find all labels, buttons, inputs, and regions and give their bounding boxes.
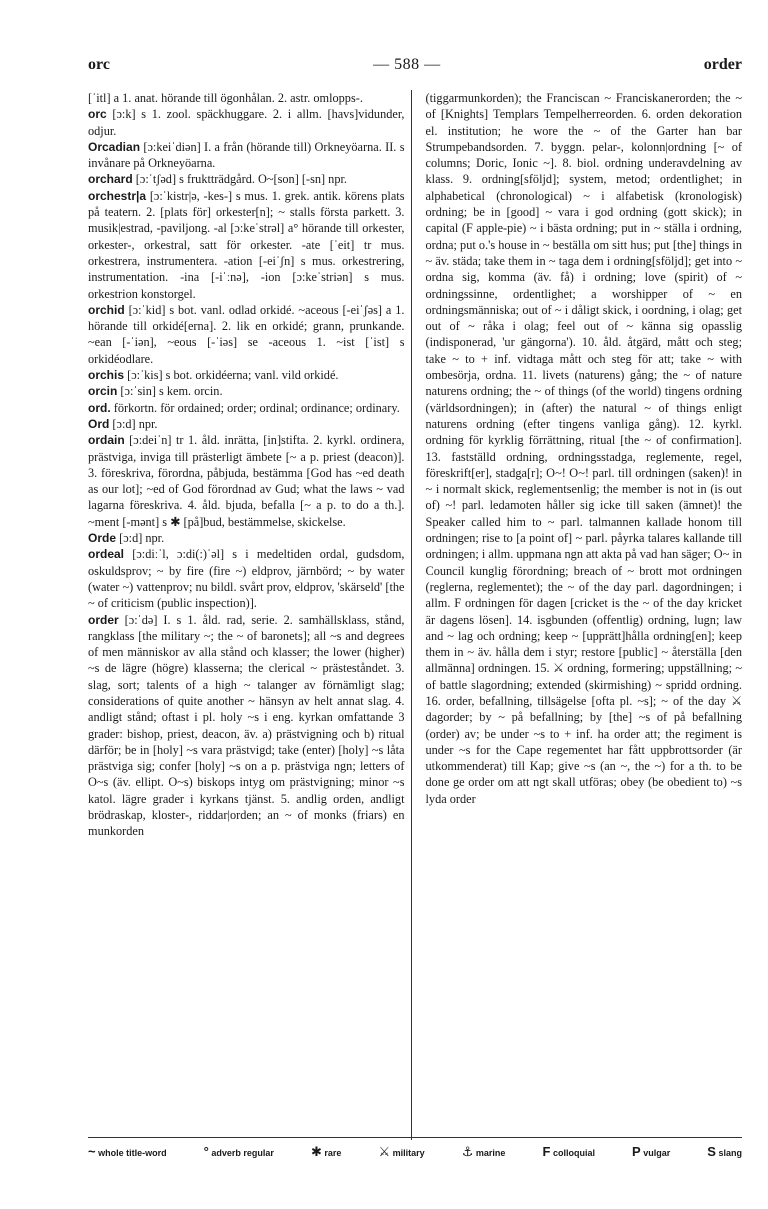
entry-text: [ɔ:diːˈl, ɔ:di(:)ˈəl] s i medeltiden ordal, gudsdom, oskuldsprov; ~ by fire (fire ~) eldprov, järnbörd; ~ by water (water ~) vattenprov; nu bildl. svårt prov, eldprov, 'skärseld' [the ~ of criticism (public inspection)].	[88, 547, 405, 611]
entry-headword: Ord	[88, 416, 110, 431]
legend-label: slang	[718, 1148, 742, 1158]
legend-item	[204, 1144, 274, 1160]
legend-item	[462, 1144, 506, 1160]
entry-headword: ord.	[88, 400, 111, 415]
dictionary-entry	[88, 90, 405, 106]
entry-headword: orc	[88, 107, 107, 122]
dictionary-entry	[88, 139, 405, 172]
entry-headword: orchestr|a	[88, 188, 147, 203]
legend-item	[542, 1144, 594, 1160]
dictionary-entry	[88, 383, 405, 399]
dictionary-entry	[88, 432, 405, 530]
entry-text: [ɔ:d] npr.	[119, 531, 165, 546]
dictionary-entry	[88, 367, 405, 383]
entry-columns	[88, 90, 742, 1140]
legend-label: adverb regular	[211, 1148, 274, 1158]
dictionary-entry	[88, 188, 405, 302]
dictionary-entry	[88, 400, 405, 416]
entry-headword: orchard	[88, 172, 133, 187]
legend-symbol: S	[707, 1144, 716, 1159]
dictionary-entry	[88, 546, 405, 611]
legend-symbol: ✱	[310, 1144, 322, 1159]
entry-text: förkortn. för ordained; order; ordinal; ordinance; ordinary.	[113, 400, 400, 415]
dictionary-entry	[426, 90, 743, 807]
entry-text: [ɔ:ˈsin] s kem. orcin.	[120, 384, 223, 399]
entry-text: [ɔ:ˈtʃəd] s fruktträdgård. O~[son] [-sn] npr.	[135, 172, 347, 187]
page-number: — 588 —	[373, 56, 441, 73]
legend-label: vulgar	[643, 1148, 671, 1158]
legend-symbol: ⚔	[378, 1144, 391, 1159]
dictionary-entry	[88, 612, 405, 840]
entry-text: [ɔ:ˈkistr|ə, -kes-] s mus. 1. grek. antik. körens plats på teatern. 2. [plats för] orkester[n]; ~ stalls första parkett. 3. musik|estrad, -paviljong. -al [ɔ:keˈstrəl] a° hörande till orkester, orkester-, orkestral, satt för orkester. -ate [ˈeit] tr mus. orkestrera, instrumentera. -ation [-eiˈʃn] s mus. orkestrering, instrumentation. -ina [-iˈːnə], -ion [ɔ:keˈstriən] s mus. orkestrion konstorgel.	[88, 188, 405, 301]
legend-label: marine	[475, 1148, 506, 1158]
entry-text: [ˈitl] a 1. anat. hörande till ögonhålan. 2. astr. omlopps-.	[88, 91, 363, 105]
dictionary-entry	[88, 171, 405, 187]
dictionary-entry	[88, 530, 405, 546]
entry-headword: orcin	[88, 384, 118, 399]
legend-item	[632, 1144, 670, 1160]
legend-symbol: P	[632, 1144, 641, 1159]
page-header	[88, 56, 742, 80]
legend-symbol: ⚓	[461, 1144, 474, 1159]
header-left-word: orc	[88, 56, 110, 73]
entry-text: [ɔ:keiˈdiən] I. a från (hörande till) Orkneyöarna. II. s invånare på Orkneyöarna.	[88, 139, 405, 171]
legend-symbol: F	[542, 1144, 551, 1159]
header-right-word: order	[703, 56, 742, 73]
legend-label: military	[392, 1148, 425, 1158]
dictionary-entry	[88, 302, 405, 367]
entry-headword: orchis	[88, 368, 125, 383]
entry-text: (tiggarmunkorden); the Franciscan ~ Franciskanerorden; the ~ of [Knights] Templars Tempelherreorden. 6. orden dekoration el. institution; he wore the ~ of the Garter han bar Strumpebandsorden. 7. byggn. pelar-, kolonn|ordning [~ of columns; Doric, Ionic ~]. 8. biol. ordning underavdelning av klass. 9. ordning[sföljd]; system, metod; ordentlighet; in alphabetical (chronological) ~ i alfabetisk (kronologisk) ordning; be in [good] ~ vara i god ordning (gott skick); in capital (F apple-pie) ~ i bästa ordning; put in ~ ställa i ordning, ordna; put o.'s house in ~ beställa om sitt hus; put [the] things in ~ äv. städa; take them in ~ taga dem i ordning[sföljd]; get into ~ ordna sig, komma (äv. få) i ordning; love (spirit) of ~ ordningssinne, ordentlighet; a worshipper of ~ en ordningsmänniska; out of ~ i dåligt skick, i oordning, i olag; get out of ~ råka i olag; feel out of ~ känna sig opasslig (indisponerad, 'ur gängorna'). 10. åld. åtgärd, mått och steg; take ~ to + inf. vidtaga mått och steg för att; take ~ with ombesörja, ordna. 11. livets (naturens) gång; the ~ of nature naturens ordning; the ~ of things (of the world) tingens ordning (världsordningen); in (after) the natural ~ of things enligt naturens ordning (efter tingens vanliga gång). 12. kyrkl. ordning för kyrklig förrättning, ritual [the ~ of confirmation]. 13. fastställd ordning, ordningsstadga, reglemente, regel, föreskrift[er], stadga[r]; O~! O~! parl. till ordningen (saken)! in ~ i normalt skick, reglementsenlig; the member is not in (is out of) ~! parl. ledamoten håller sig icke till saken (ämnet)! the Speaker called him to ~ parl. talmannen kallade honom till ordningen; rise to [a point of] ~ parl. påyrka talares kallande till ordningen; i allm. uppmana ngn att akta på vad han säger; O~ in Council kunglig förordning; breach of ~ brott mot ordningen (reglerna, reglementet); the ~ of the day parl. dagordningen; i allm. F ordningen för dagen [cricket is the ~ of the day kricket är dagens lösen]. 14. isgbunden (offentlig) ordning, lugn; law and ~ lag och ordning; keep ~ [upprätt]hålla ordning[en]; keep them in ~ äv. hålla dem i styr; restore [public] ~ återställa [den allmänna] ordningen. 15. ⚔ ordning, formering; uppställning; ~ of battle slagordning; extended (skirmishing) ~ spridd ordning. 16. order, befallning, tillsägelse [ofta pl. ~s]; ~ of the day ⚔ dagorder; by ~ på befallning; by [the] ~s of på befallning (order) av; be under ~s to + inf. ha order att; the regiment is under ~s for the Cape regementet har fått uppbrottsorder (är utkommenderat) till Kap; give ~s (an ~, the ~) for a th. to be done ge order om att ngt skall utföras; obey (be obedient to) ~s lyda order	[425, 91, 742, 806]
entry-headword: ordeal	[88, 547, 125, 562]
legend-symbol: °	[203, 1144, 209, 1159]
dictionary-entry	[88, 106, 405, 139]
legend-label: whole title-word	[98, 1148, 167, 1158]
entry-headword: orchid	[88, 302, 125, 317]
legend-symbol: ~	[88, 1144, 96, 1159]
entry-text: [ɔ:d] npr.	[112, 416, 158, 431]
entry-headword: ordain	[88, 433, 125, 448]
left-column	[88, 90, 411, 1140]
legend-item	[378, 1144, 424, 1160]
symbol-legend	[88, 1137, 742, 1160]
dictionary-entry	[88, 416, 405, 432]
entry-text: [ɔ:ˈkid] s bot. vanl. odlad orkidé. ~aceous [-eiˈʃəs] a 1. hörande till orkidé[erna]. 2. lik en orkidé; grann, prunkande. ~ean [-ˈiən], ~eous [-ˈiəs] se -aceous 1. ~ist [ˈist] s orkidéodlare.	[88, 302, 405, 366]
legend-item	[311, 1144, 341, 1160]
legend-item	[88, 1144, 167, 1160]
legend-label: rare	[324, 1148, 342, 1158]
entry-headword: order	[88, 612, 119, 627]
entry-headword: Orde	[88, 531, 117, 546]
entry-text: [ɔ:deiˈn] tr 1. åld. inrätta, [in]stifta. 2. kyrkl. ordinera, prästviga, inviga till prästerligt ämbete [~ a p. priest (deacon)]. 3. föreskriva, förordna, påbjuda, bestämma [God has ~ed death as our lot]; ~ed of God förordnad av Gud; what the laws ~ vad lagarna föreskriva. 4. åld. bjuda, befalla [~ a p. to do a th.]. ~ment [-mənt] s ✱ [på]bud, bestämmelse, skickelse.	[88, 433, 405, 529]
right-column	[411, 90, 743, 1140]
legend-label: colloquial	[552, 1148, 595, 1158]
entry-text: [ɔ:ˈkis] s bot. orkidéerna; vanl. vild orkidé.	[127, 368, 339, 383]
entry-text: [ɔ:k] s 1. zool. späckhuggare. 2. i allm. [havs]vidunder, odjur.	[88, 107, 405, 138]
entry-headword: Orcadian	[88, 139, 141, 154]
entry-text: [ɔ:ˈdə] I. s 1. åld. rad, serie. 2. samhällsklass, stånd, rangklass [the military ~; the ~ of baronets]; all ~s and degrees of men människor av alla stånd och klasser; the lower (higher) ~s de lägre (högre) klasserna; the clerical ~ prästeståndet. 3. slag, sort; talents of a high ~ talanger av förnämligt slag; considerations of quite another ~ hänsyn av helt annat slag. 4. andligt stånd; oftast i pl. holy ~s i eng. kyrkan omfattande 3 grader: bishop, priest, deacon, äv. a) prästvigning och b) ritual därför; be in [holy] ~s vara prästvigd; take (enter) [holy] ~s låta prästviga sig; confer [holy] ~s on a p. prästviga ngn; letters of O~s (äv. ellipt. O~s) biskops intyg om prästvigning; minor ~s katol. lägre grader i kyrkans tjänst. 5. andlig orden, andligt brödraskap, kloster-, riddar|orden; an ~ of monks (friars) en munkorden	[88, 612, 405, 839]
legend-item	[707, 1144, 742, 1160]
